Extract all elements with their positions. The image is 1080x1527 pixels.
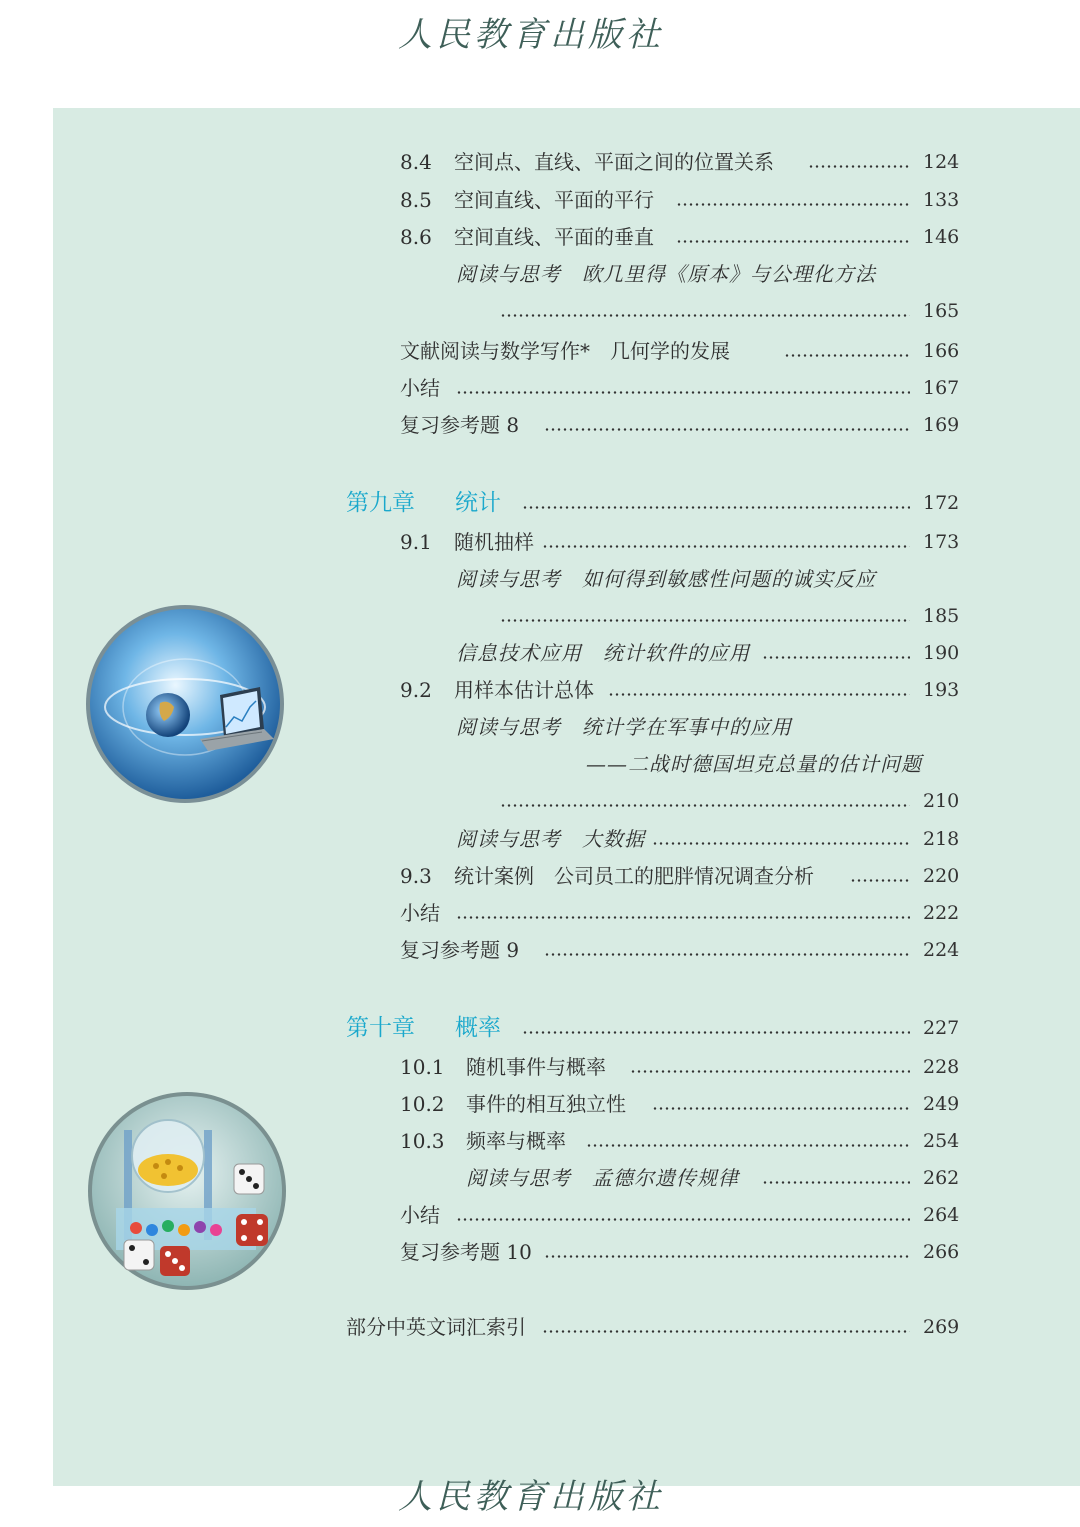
section-number: 8.4 [400,150,432,174]
entry-title: 事件的相互独立性 [466,1092,626,1116]
toc-entry[interactable] [0,145,1080,179]
publisher-logo-bottom [390,1468,700,1524]
leader-dots [676,203,910,206]
entry-title: 复习参考题 10 [400,1240,532,1264]
entry-title: 随机抽样 [454,530,534,554]
entry-title: 复习参考题 8 [400,413,520,437]
chapter-title: 统计 [455,490,501,516]
page-number: 169 [923,414,960,436]
page-number: 193 [923,679,960,701]
page-number: 218 [923,828,960,850]
leader-dots [850,879,910,882]
entry-title: 部分中英文词汇索引 [346,1315,526,1339]
entry-title: 小结 [400,901,440,925]
entry-title: 阅读与思考 大数据 [456,827,645,851]
chapter-heading[interactable] [0,1011,1080,1045]
toc-entry[interactable] [0,371,1080,405]
entry-title: 阅读与思考 统计学在军事中的应用 [456,715,792,739]
leader-dots [652,842,910,845]
leader-dots [542,545,910,548]
section-number: 10.1 [400,1055,445,1079]
entry-title: 空间直线、平面的垂直 [454,225,654,249]
entry-title: 复习参考题 9 [400,938,520,962]
page-number: 264 [923,1204,960,1226]
section-number: 9.1 [400,530,432,554]
leader-dots [652,1107,910,1110]
page-number: 224 [923,939,960,961]
toc-entry[interactable] [0,183,1080,217]
toc-entry[interactable] [0,220,1080,254]
chapter-number: 第十章 [346,1015,415,1041]
leader-dots [500,314,910,317]
leader-dots [784,354,910,357]
entry-title: 统计案例 公司员工的肥胖情况调查分析 [454,864,814,888]
entry-title: 频率与概率 [466,1129,566,1153]
page-number: 266 [923,1241,960,1263]
svg-text:人民教育出版社: 人民教育出版社 [398,15,664,55]
leader-dots [544,953,910,956]
page-number: 249 [923,1093,960,1115]
leader-dots [544,1255,910,1258]
leader-dots [456,916,910,919]
leader-dots [542,1330,910,1333]
svg-text:人民教育出版社: 人民教育出版社 [398,1477,664,1517]
page-number: 172 [923,492,960,514]
entry-title: 小结 [400,376,440,400]
page-number: 262 [923,1167,960,1189]
leader-dots [500,619,910,622]
section-number: 8.5 [400,188,432,212]
leader-dots [456,1218,910,1221]
toc-entry[interactable] [0,1050,1080,1084]
chapter-heading[interactable] [0,486,1080,520]
toc-entry[interactable] [0,334,1080,368]
toc-entry[interactable] [0,822,1080,856]
entry-title: 阅读与思考 如何得到敏感性问题的诚实反应 [456,567,876,591]
page-number: 222 [923,902,960,924]
toc-entry[interactable] [0,896,1080,930]
entry-title: 阅读与思考 孟德尔遗传规律 [466,1166,739,1190]
chapter-title: 概率 [455,1015,501,1041]
page-number: 227 [923,1017,960,1039]
leader-dots [608,693,910,696]
page-number: 173 [923,531,960,553]
leader-dots [762,656,910,659]
page-number: 210 [923,790,960,812]
page-number: 269 [923,1316,960,1338]
leader-dots [808,165,910,168]
toc-entry-reading[interactable] [0,257,1080,291]
leader-dots [544,428,910,431]
page-number: 220 [923,865,960,887]
leader-dots [500,804,910,807]
leader-dots [676,240,910,243]
section-number: 10.2 [400,1092,445,1116]
entry-title: 用样本估计总体 [454,678,594,702]
entry-title: 小结 [400,1203,440,1227]
section-number: 9.3 [400,864,432,888]
toc-entry[interactable] [0,408,1080,442]
toc-entry-index[interactable] [0,1310,1080,1344]
entry-subtitle: ——二战时德国坦克总量的估计问题 [586,752,922,776]
publisher-logo-top [390,6,700,62]
entry-title: 空间点、直线、平面之间的位置关系 [454,150,774,174]
entry-title: 空间直线、平面的平行 [454,188,654,212]
page-number: 190 [923,642,960,664]
entry-title: 随机事件与概率 [466,1055,606,1079]
page-number: 254 [923,1130,960,1152]
globe-laptop-illustration [84,603,286,805]
page-number: 146 [923,226,960,248]
leader-dots [456,391,910,394]
leader-dots [522,506,910,509]
section-number: 8.6 [400,225,432,249]
page-number: 185 [923,605,960,627]
page-number: 166 [923,340,960,362]
page-number: 124 [923,151,960,173]
leader-dots [586,1144,910,1147]
chapter-number: 第九章 [346,490,415,516]
toc-entry[interactable] [0,525,1080,559]
page-number: 228 [923,1056,960,1078]
leader-dots [762,1181,910,1184]
toc-entry-reading-page [0,294,1080,328]
section-number: 10.3 [400,1129,445,1153]
entry-title: 文献阅读与数学写作* 几何学的发展 [400,339,730,363]
entry-title: 阅读与思考 欧几里得《原本》与公理化方法 [456,262,876,286]
section-number: 9.2 [400,678,432,702]
toc-entry[interactable] [0,859,1080,893]
page-number: 133 [923,189,960,211]
lottery-dice-illustration [86,1090,288,1292]
page-number: 167 [923,377,960,399]
page-number: 165 [923,300,960,322]
leader-dots [522,1031,910,1034]
leader-dots [630,1070,910,1073]
entry-title: 信息技术应用 统计软件的应用 [456,641,750,665]
toc-entry[interactable] [0,933,1080,967]
toc-entry-reading[interactable] [0,562,1080,596]
